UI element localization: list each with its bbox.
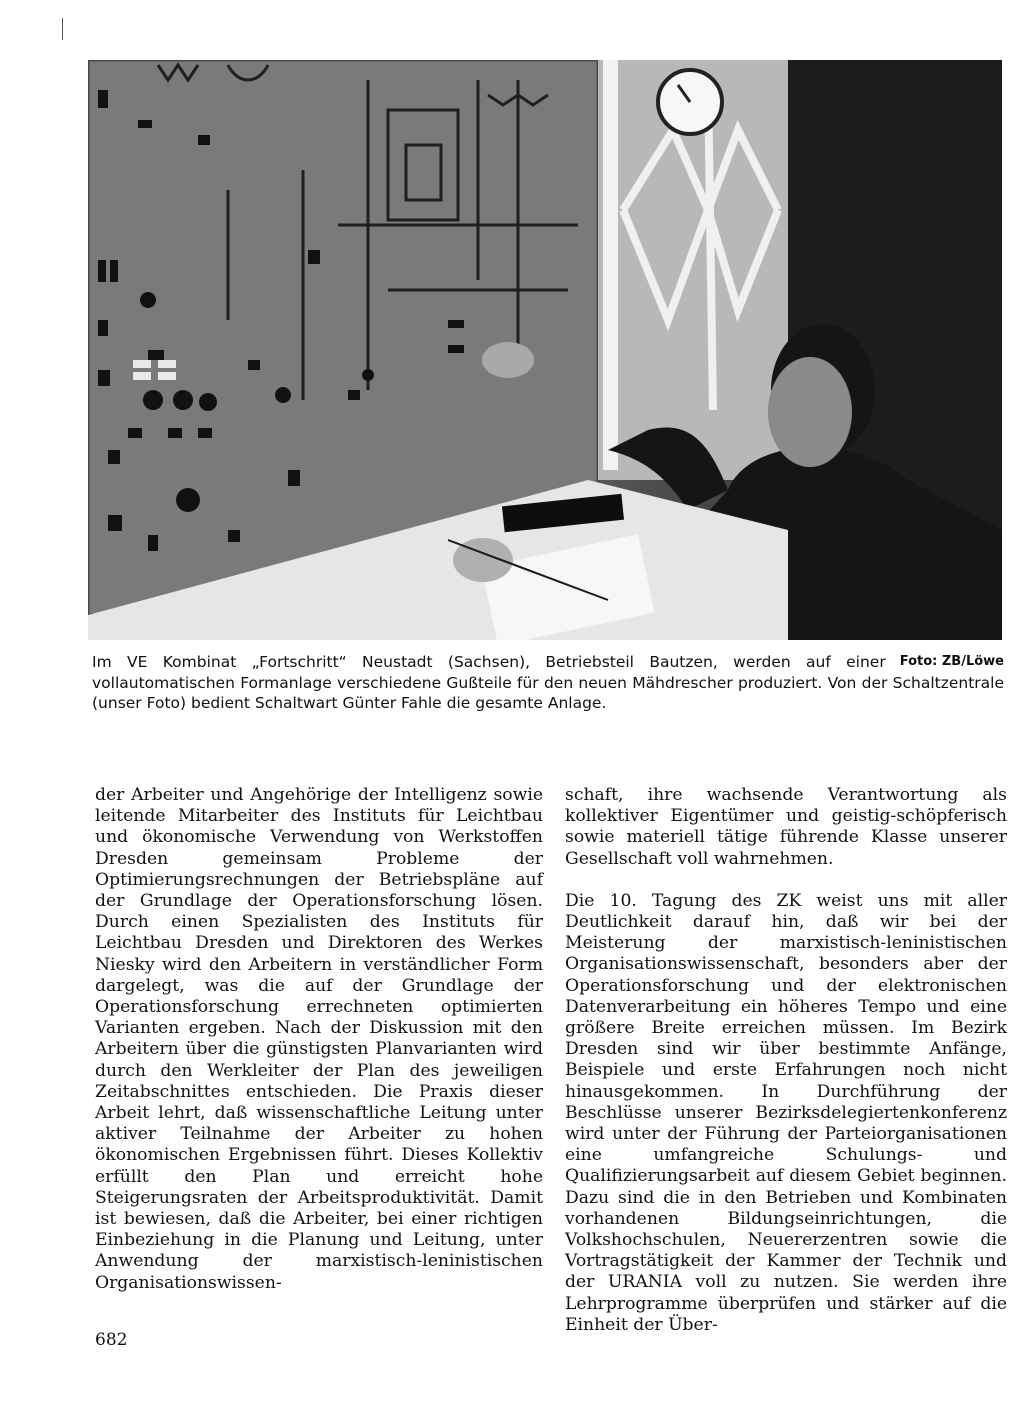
left-column-text: der Arbeiter und Angehörige der Intelligenz sowie leitende Mitarbeiter des Instituts für Leichtbau und ökonomische Verwendung von Werkstoffen Dresden gemeinsam Probleme der Optimierungsrechnungen der Betriebspläne auf der Grundlage der Operationsforschung lösen. Durch einen Spezialisten des Instituts für Leichtbau Dresden und Direktoren des Werkes Niesky wird den Arbeitern in verständlicher Form dargelegt, was die auf der Grundlage der Operationsforschung errechneten optimierten Varianten ergeben. Nach der Diskussion mit den Arbeitern über die günstigsten Planvarianten wird durch den Werkleiter der Plan des jeweiligen Zeitabschnittes entschieden. Die Praxis dieser Arbeit lehrt, daß wissenschaftliche Leitung unter aktiver Teilnahme der Arbeiter zu hohen ökonomischen Ergebnissen führt. Dieses Kollektiv erfüllt den Plan und erreicht hohe Steigerungsraten der Arbeitsproduktivität. Damit ist bewiesen, daß die Arbeiter, bei einer richtigen Einbeziehung in die Planung und Leitung, unter Anwendung der marxistisch-leninistischen Organisationswissen- — [95, 785, 543, 1293]
margin-mark — [62, 18, 63, 40]
right-column-continuation: schaft, ihre wachsende Verantwortung als kollektiver Eigentümer und geistig-schöpferisch sowie materiell tätige führende Klasse unserer Gesellschaft voll wahrnehmen. — [565, 785, 1007, 869]
control-room-photo-icon — [88, 60, 1002, 640]
right-column — [565, 785, 1007, 1336]
page-number: 682 — [95, 1330, 128, 1350]
caption-text: Im VE Kombinat „Fortschritt“ Neustadt (Sachsen), Betriebsteil Bautzen, werden auf einer vollautomatischen Formanlage verschiedene Gußteile für den neuen Mähdrescher produziert. Von der Schaltzentrale (unser Foto) bedient Schaltwart Günter Fahle die gesamte Anlage. — [92, 653, 1004, 712]
photo-credit: Foto: ZB/Löwe — [899, 654, 1004, 669]
left-column — [95, 785, 543, 1294]
right-column-paragraph: Die 10. Tagung des ZK weist uns mit aller Deutlichkeit darauf hin, daß wir bei der Meisterung der marxistisch-leninistischen Organisationswissenschaft, besonders aber der Operationsforschung und der elektronischen Datenverarbeitung ein höheres Tempo und eine größere Breite erreichen müssen. Im Bezirk Dresden sind wir über bestimmte Anfänge, Beispiele und erste Erfahrungen noch nicht hinausgekommen. In Durchführung der Beschlüsse unserer Bezirksdelegiertenkonferenz wird unter der Führung der Parteiorganisationen eine umfangreiche Schulungs- und Qualifizierungsarbeit auf diesem Gebiet beginnen. Dazu sind die in den Betrieben und Kombinaten vorhandenen Bildungseinrichtungen, die Volkshochschulen, Neuererzentren sowie die Vortragstätigkeit der Kammer der Technik und der URANIA voll zu nutzen. Sie werden ihre Lehrprogramme überprüfen und stärker auf die Einheit der Über- — [565, 890, 1007, 1335]
photo-control-room — [88, 60, 1002, 640]
photo-caption — [92, 652, 1004, 714]
